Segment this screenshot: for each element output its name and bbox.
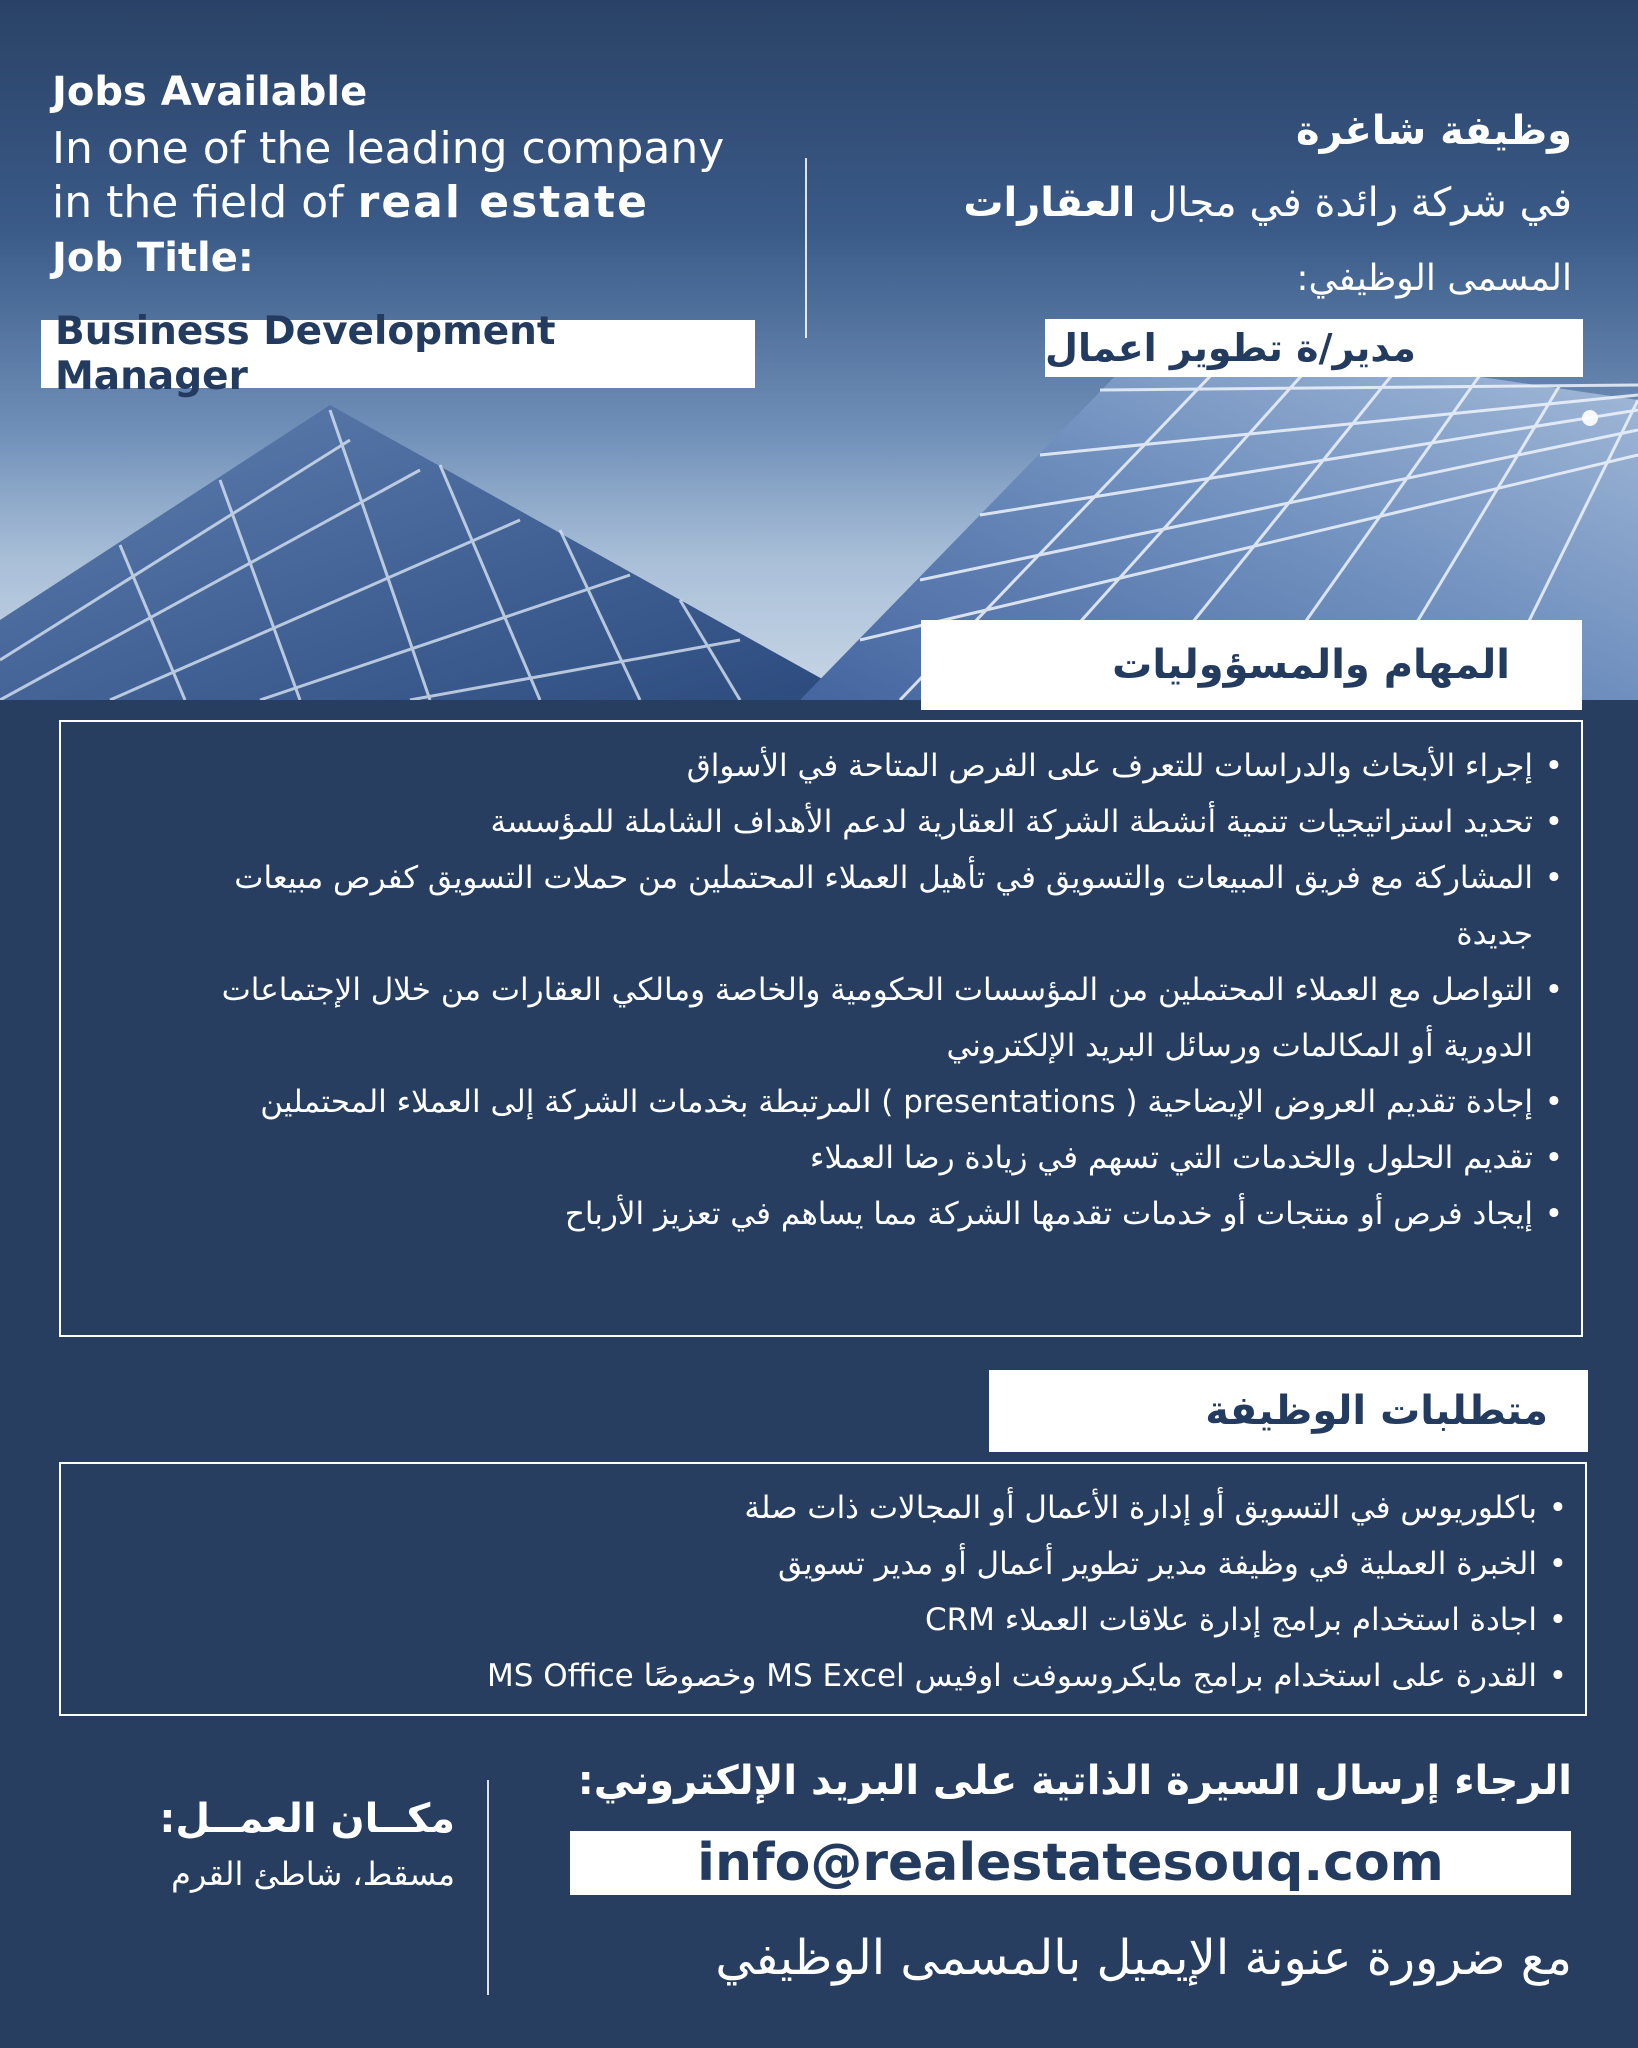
list-item: • باكلوريوس في التسويق أو إدارة الأعمال أو المجالات ذات صلة [157, 1480, 1537, 1536]
contact-note: مع ضرورة عنونة الإيميل بالمسمى الوظيفي [715, 1930, 1572, 1986]
company-line-1: In one of the leading company [52, 123, 725, 174]
company-line-2 [52, 176, 782, 230]
company-bold-ar: العقارات [963, 180, 1136, 226]
field-real-estate: real estate [357, 177, 649, 228]
requirements-list [157, 1480, 1537, 1704]
field-prefix: in the field of [52, 177, 344, 228]
list-item: • تحديد استراتيجيات تنمية أنشطة الشركة العقارية لدعم الأهداف الشاملة للمؤسسة [153, 794, 1533, 850]
company-line-ar [963, 180, 1572, 226]
list-item: • التواصل مع العملاء المحتملين من المؤسسات الحكومية والخاصة ومالكي العقارات من خلال الإجتماعات الدورية أو المكالمات ورسائل البريد الإلكتروني [153, 962, 1533, 1074]
vacancy-heading-ar: وظيفة شاغرة [1295, 108, 1572, 154]
work-location-value: مسقط، شاطئ القرم [171, 1855, 455, 1893]
requirements-heading: متطلبات الوظيفة [1205, 1388, 1548, 1434]
job-title-box-en [41, 309, 755, 399]
job-title-en: Business Development Manager [55, 309, 556, 399]
list-item: • المشاركة مع فريق المبيعات والتسويق في تأهيل العملاء المحتملين من حملات التسويق كفرص مبيعات جديدة [153, 850, 1533, 962]
email-address[interactable]: info@realestatesouq.com [697, 1833, 1444, 1893]
list-item: • إيجاد فرص أو منتجات أو خدمات تقدمها الشركة مما يساهم في تعزيز الأرباح [153, 1186, 1533, 1242]
responsibilities-heading-tab [921, 620, 1582, 710]
header-divider [805, 158, 807, 338]
responsibilities-box [59, 720, 1583, 1337]
responsibilities-list [153, 738, 1533, 1242]
contact-instruction: الرجاء إرسال السيرة الذاتية على البريد الإلكتروني: [577, 1758, 1572, 1804]
list-item: • اجادة استخدام برامج إدارة علاقات العملاء CRM [157, 1592, 1537, 1648]
footer-divider [487, 1780, 489, 1995]
company-prefix-ar: في شركة رائدة في مجال [1148, 180, 1572, 226]
requirements-box [59, 1462, 1587, 1716]
list-item: • القدرة على استخدام برامج مايكروسوفت اوفيس MS Excel وخصوصًا MS Office [157, 1648, 1537, 1704]
responsibilities-heading: المهام والمسؤوليات [1112, 642, 1510, 688]
list-item: • الخبرة العملية في وظيفة مدير تطوير أعمال أو مدير تسويق [157, 1536, 1537, 1592]
list-item: • إجراء الأبحاث والدراسات للتعرف على الفرص المتاحة في الأسواق [153, 738, 1533, 794]
work-location-label: مكــان العمــل: [159, 1796, 455, 1842]
job-title-label-en: Job Title: [52, 235, 254, 281]
job-title-ar: مدير/ة تطوير اعمال [1045, 326, 1416, 370]
header-english [52, 66, 782, 286]
jobs-available-heading: Jobs Available [52, 69, 368, 115]
list-item: • تقديم الحلول والخدمات التي تسهم في زيادة رضا العملاء [153, 1130, 1533, 1186]
job-title-label-ar: المسمى الوظيفي: [1296, 258, 1572, 299]
email-box [570, 1831, 1571, 1895]
list-item: • إجادة تقديم العروض الإيضاحية ( presentations ) المرتبطة بخدمات الشركة إلى العملاء المحتملين [153, 1074, 1533, 1130]
requirements-heading-tab [989, 1370, 1588, 1452]
job-title-box-ar [1045, 319, 1583, 377]
